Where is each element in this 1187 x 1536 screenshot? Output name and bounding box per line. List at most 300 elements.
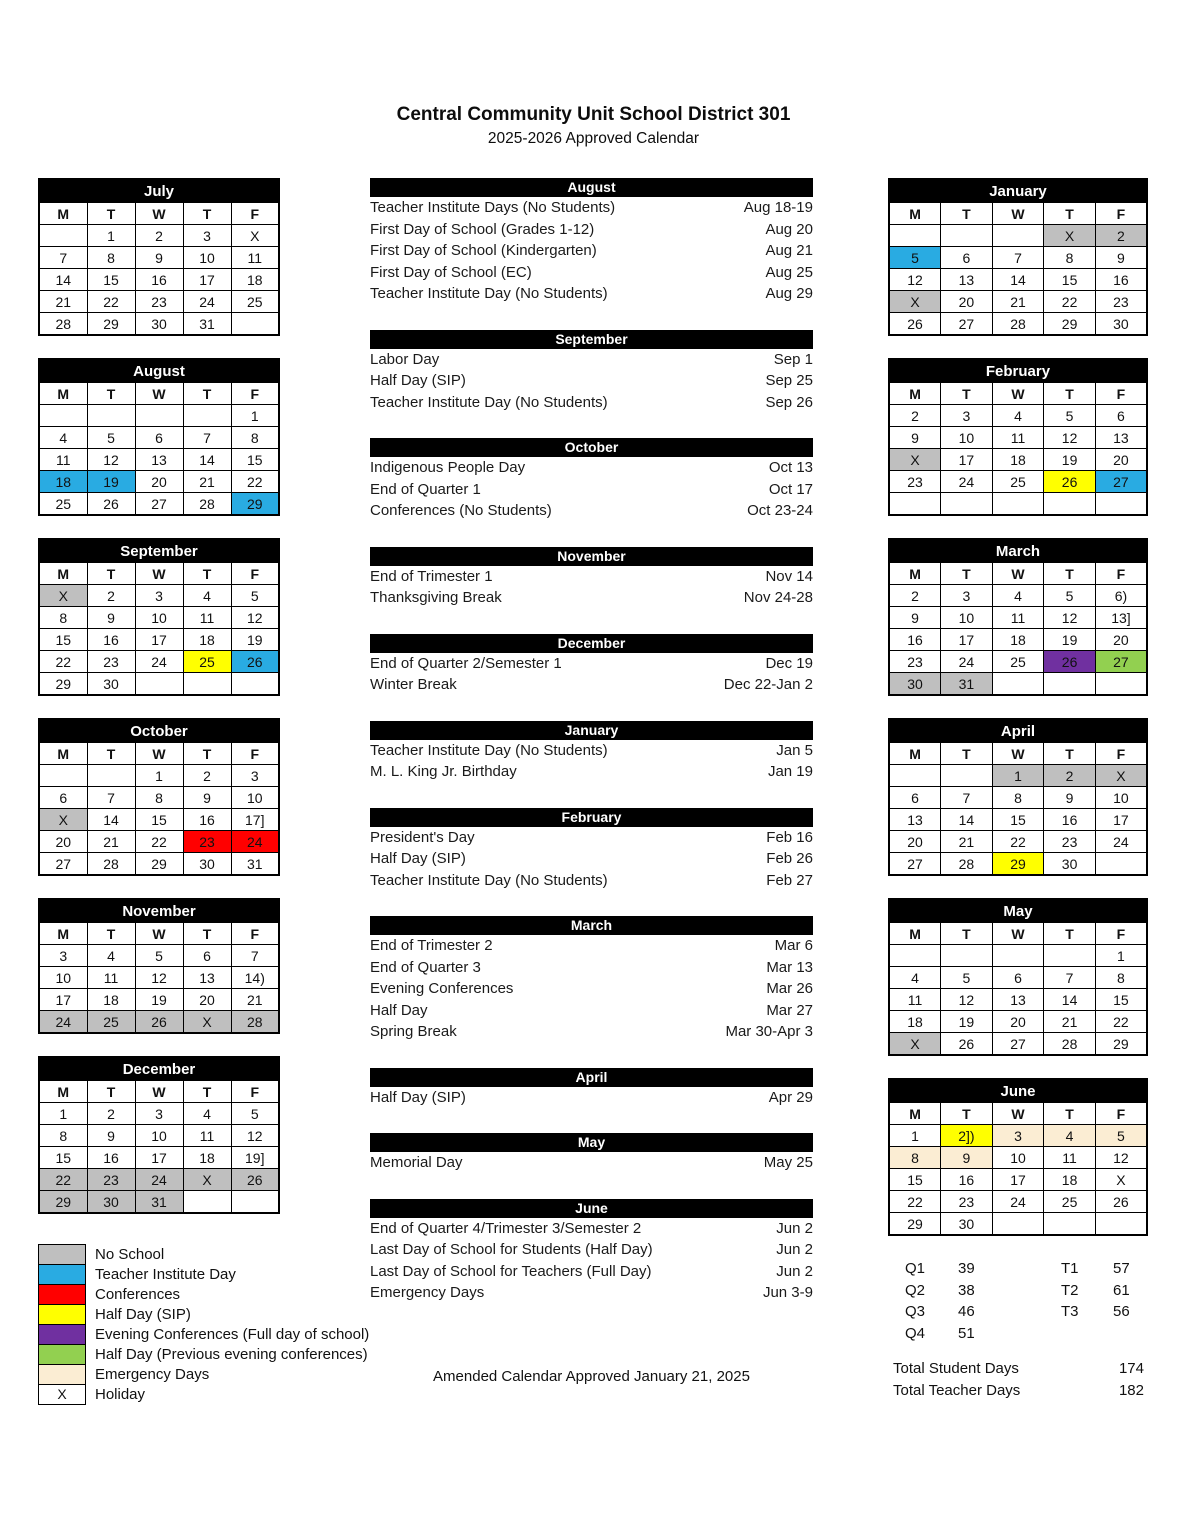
event-date: Jun 2 <box>776 1241 813 1258</box>
right-calendar-column <box>888 178 1148 1401</box>
day-of-week-header: W <box>135 203 183 225</box>
calendar-week-row <box>39 787 279 809</box>
day-cell: 11 <box>992 607 1044 629</box>
calendar-week-row <box>889 1213 1147 1236</box>
calendar-week-row <box>39 471 279 493</box>
day-cell: 12 <box>1044 427 1096 449</box>
day-of-week-header: W <box>135 743 183 765</box>
event-row <box>370 240 813 262</box>
trimester-label <box>1061 1323 1113 1345</box>
day-cell: 28 <box>941 853 993 876</box>
day-cell: 1 <box>992 765 1044 787</box>
calendar-week-row <box>889 1191 1147 1213</box>
event-row <box>370 653 813 675</box>
calendar-week-row <box>39 1125 279 1147</box>
holiday-day-cell: X <box>1095 765 1147 787</box>
day-cell: 29 <box>1095 1033 1147 1056</box>
calendar-week-row <box>889 989 1147 1011</box>
calendar-week-row <box>889 585 1147 607</box>
day-cell: 11 <box>1044 1147 1096 1169</box>
event-row <box>370 1087 813 1109</box>
mini-calendar-july <box>38 178 280 336</box>
event-label: Conferences (No Students) <box>370 502 552 519</box>
day-cell: 17] <box>231 809 279 831</box>
event-row <box>370 479 813 501</box>
event-month-header: November <box>370 547 813 566</box>
event-date: Jun 3-9 <box>762 1284 813 1301</box>
day-cell <box>135 405 183 427</box>
event-row <box>370 349 813 371</box>
event-label: End of Trimester 1 <box>370 567 493 585</box>
event-row <box>370 1282 813 1304</box>
day-cell: 15 <box>1044 269 1096 291</box>
calendar-week-row <box>889 225 1147 247</box>
event-date: Dec 22-Jan 2 <box>723 676 813 693</box>
left-calendar-column <box>38 178 370 1405</box>
event-label: First Day of School (Grades 1-12) <box>370 220 595 238</box>
event-label: Half Day <box>370 1001 428 1019</box>
day-cell <box>1044 493 1096 516</box>
day-cell: 5 <box>231 1103 279 1125</box>
day-cell: 5 <box>1044 585 1096 607</box>
day-cell: 26 <box>1044 651 1096 673</box>
day-cell: 8 <box>992 787 1044 809</box>
day-cell: 13 <box>941 269 993 291</box>
day-cell: 18 <box>231 269 279 291</box>
day-cell <box>1095 673 1147 696</box>
day-cell: 25 <box>1044 1191 1096 1213</box>
day-cell: 4 <box>992 405 1044 427</box>
event-section-october <box>370 438 813 522</box>
day-cell <box>87 405 135 427</box>
day-cell: 16 <box>183 809 231 831</box>
day-cell <box>135 673 183 696</box>
event-month-header: May <box>370 1133 813 1152</box>
day-cell: 24 <box>992 1191 1044 1213</box>
day-of-week-header: F <box>231 1081 279 1103</box>
day-cell <box>183 673 231 696</box>
day-cell: 23 <box>941 1191 993 1213</box>
day-cell: 11 <box>992 427 1044 449</box>
day-cell: 18 <box>39 471 87 493</box>
day-cell: 22 <box>87 291 135 313</box>
event-date: Apr 29 <box>768 1088 813 1106</box>
day-cell: 5 <box>941 967 993 989</box>
day-cell: 1 <box>889 1125 941 1147</box>
day-cell: 9 <box>183 787 231 809</box>
day-cell: 25 <box>992 471 1044 493</box>
day-cell <box>992 493 1044 516</box>
calendar-week-row <box>889 269 1147 291</box>
event-label: End of Trimester 2 <box>370 937 493 954</box>
day-cell: 23 <box>87 651 135 673</box>
total-value: 182 <box>1118 1381 1144 1399</box>
day-of-week-header: T <box>1044 383 1096 405</box>
event-date: Jan 19 <box>767 763 813 780</box>
day-cell: 22 <box>39 1169 87 1191</box>
day-cell: 28 <box>183 493 231 516</box>
day-cell: 23 <box>1044 831 1096 853</box>
day-cell: 9 <box>1044 787 1096 809</box>
day-cell: 7 <box>183 427 231 449</box>
event-month-header: October <box>370 438 813 457</box>
event-label: Half Day (SIP) <box>370 1088 466 1106</box>
calendar-week-row <box>39 427 279 449</box>
event-date: Feb 16 <box>766 828 813 846</box>
day-of-week-header: M <box>889 1103 941 1125</box>
trimester-days <box>1113 1323 1148 1345</box>
day-cell: 2 <box>87 585 135 607</box>
month-title: September <box>39 539 279 563</box>
event-label: Teacher Institute Day (No Students) <box>370 871 608 889</box>
day-cell <box>941 493 993 516</box>
day-cell: 12 <box>231 607 279 629</box>
day-of-week-header: M <box>889 923 941 945</box>
day-cell <box>889 945 941 967</box>
day-cell: 6 <box>1095 405 1147 427</box>
day-cell: 30 <box>87 673 135 696</box>
calendar-week-row <box>889 809 1147 831</box>
event-label: End of Quarter 2/Semester 1 <box>370 654 562 672</box>
day-cell: 30 <box>1095 313 1147 336</box>
day-of-week-header: T <box>941 383 993 405</box>
event-label: End of Quarter 4/Trimester 3/Semester 2 <box>370 1219 642 1237</box>
day-cell: 5 <box>135 945 183 967</box>
day-cell: 1 <box>135 765 183 787</box>
day-cell: 30 <box>889 673 941 696</box>
day-cell: 10 <box>1095 787 1147 809</box>
day-of-week-header: T <box>941 1103 993 1125</box>
day-cell: 23 <box>889 471 941 493</box>
day-of-week-header: M <box>39 563 87 585</box>
day-cell: 2 <box>183 765 231 787</box>
day-cell: 2 <box>87 1103 135 1125</box>
day-cell: 11 <box>183 607 231 629</box>
event-row <box>370 392 813 414</box>
day-cell: 15 <box>135 809 183 831</box>
day-cell: 22 <box>889 1191 941 1213</box>
calendar-week-row <box>889 967 1147 989</box>
legend-label: Emergency Days <box>95 1366 210 1383</box>
day-cell: 16 <box>889 629 941 651</box>
day-cell: 11 <box>39 449 87 471</box>
day-cell: 30 <box>87 1191 135 1214</box>
day-of-week-header: T <box>87 923 135 945</box>
day-cell: 19 <box>941 1011 993 1033</box>
day-cell: 19 <box>135 989 183 1011</box>
day-cell: 22 <box>231 471 279 493</box>
day-cell: 18 <box>889 1011 941 1033</box>
trimester-days: 57 <box>1113 1260 1130 1277</box>
quarter-label: Q3 <box>905 1303 926 1320</box>
day-of-week-header: T <box>183 923 231 945</box>
day-cell: 25 <box>39 493 87 516</box>
holiday-day-cell: X <box>889 1033 941 1056</box>
day-cell: 15 <box>231 449 279 471</box>
event-label: Spring Break <box>370 1023 457 1040</box>
day-cell: 8 <box>889 1147 941 1169</box>
day-cell: 4 <box>992 585 1044 607</box>
month-title: February <box>889 359 1147 383</box>
calendar-week-row <box>39 831 279 853</box>
day-of-week-header: T <box>183 203 231 225</box>
day-cell: 18 <box>992 449 1044 471</box>
day-cell: 24 <box>39 1011 87 1034</box>
day-cell: 2 <box>1095 225 1147 247</box>
calendar-week-row <box>889 1011 1147 1033</box>
calendar-week-row <box>39 247 279 269</box>
day-cell: 27 <box>39 853 87 876</box>
event-label: End of Quarter 3 <box>370 958 481 976</box>
day-cell: 24 <box>183 291 231 313</box>
day-cell: 21 <box>1044 1011 1096 1033</box>
day-cell: 20 <box>1095 629 1147 651</box>
day-cell: 1 <box>87 225 135 247</box>
day-cell: 21 <box>231 989 279 1011</box>
event-list-column <box>370 178 813 1385</box>
day-cell: 27 <box>992 1033 1044 1056</box>
summary-row <box>888 1280 1148 1302</box>
event-row <box>370 848 813 870</box>
day-cell: 10 <box>39 967 87 989</box>
holiday-day-cell: X <box>231 225 279 247</box>
quarter-trimester-summary <box>888 1258 1148 1344</box>
event-row <box>370 587 813 609</box>
event-month-header: February <box>370 808 813 827</box>
event-section-june <box>370 1199 813 1304</box>
day-cell: 20 <box>889 831 941 853</box>
day-of-week-header: T <box>183 1081 231 1103</box>
day-of-week-header: W <box>992 563 1044 585</box>
event-row <box>370 500 813 522</box>
trimester-label: T3 <box>1061 1303 1079 1320</box>
day-cell: 5 <box>87 427 135 449</box>
mini-calendar-september <box>38 538 280 696</box>
event-label: M. L. King Jr. Birthday <box>370 763 517 780</box>
day-cell: 26 <box>231 1169 279 1191</box>
day-cell <box>1044 1213 1096 1236</box>
day-cell: 6 <box>183 945 231 967</box>
legend-row <box>38 1264 280 1285</box>
day-cell: 22 <box>39 651 87 673</box>
day-cell: 8 <box>1095 967 1147 989</box>
day-cell: 29 <box>231 493 279 516</box>
mini-calendar-december <box>38 1056 280 1214</box>
calendar-week-row <box>39 1103 279 1125</box>
event-date: Sep 26 <box>765 393 813 411</box>
calendar-week-row <box>39 945 279 967</box>
day-of-week-header: M <box>889 743 941 765</box>
day-cell: 10 <box>183 247 231 269</box>
legend-swatch-cream <box>38 1364 86 1385</box>
calendar-week-row <box>39 493 279 516</box>
legend-label: Teacher Institute Day <box>95 1266 236 1283</box>
legend-swatch-red <box>38 1284 86 1305</box>
event-row <box>370 978 813 1000</box>
legend-swatch-gray <box>38 1244 86 1265</box>
day-cell: 27 <box>1095 471 1147 493</box>
month-title: May <box>889 899 1147 923</box>
day-of-week-header: F <box>1095 1103 1147 1125</box>
event-section-september <box>370 330 813 414</box>
day-cell: 25 <box>231 291 279 313</box>
day-of-week-header: W <box>135 923 183 945</box>
day-of-week-header: M <box>889 563 941 585</box>
day-cell: 14 <box>992 269 1044 291</box>
event-label: Last Day of School for Students (Half Day) <box>370 1241 653 1258</box>
calendar-week-row <box>39 765 279 787</box>
event-row <box>370 370 813 392</box>
event-date: Mar 6 <box>774 937 813 954</box>
event-row <box>370 870 813 892</box>
page-subtitle: 2025-2026 Approved Calendar <box>487 130 700 147</box>
day-of-week-header: M <box>39 203 87 225</box>
day-cell: 14 <box>87 809 135 831</box>
event-label: President's Day <box>370 828 475 846</box>
day-cell <box>992 1213 1044 1236</box>
day-cell: 15 <box>39 1147 87 1169</box>
day-cell: 2 <box>889 405 941 427</box>
amendment-note: Amended Calendar Approved January 21, 2025 <box>433 1367 750 1385</box>
legend-row <box>38 1284 280 1305</box>
day-cell: 29 <box>992 853 1044 876</box>
day-cell: 18 <box>183 1147 231 1169</box>
mini-calendar-august <box>38 358 280 516</box>
month-title: January <box>889 179 1147 203</box>
month-title: October <box>39 719 279 743</box>
day-of-week-header: F <box>231 923 279 945</box>
calendar-week-row <box>39 629 279 651</box>
day-cell: 23 <box>1095 291 1147 313</box>
calendar-week-row <box>889 1033 1147 1056</box>
day-cell: 10 <box>231 787 279 809</box>
event-date: Nov 14 <box>765 567 813 585</box>
month-title: June <box>889 1079 1147 1103</box>
day-cell: 6 <box>992 967 1044 989</box>
mini-calendar-january <box>888 178 1148 336</box>
day-cell: 15 <box>39 629 87 651</box>
day-of-week-header: M <box>39 743 87 765</box>
day-cell: 8 <box>39 1125 87 1147</box>
day-of-week-header: W <box>992 203 1044 225</box>
calendar-week-row <box>889 629 1147 651</box>
holiday-day-cell: X <box>39 585 87 607</box>
day-cell: 20 <box>1095 449 1147 471</box>
calendar-week-row <box>889 247 1147 269</box>
event-row <box>370 219 813 241</box>
day-cell: 3 <box>135 1103 183 1125</box>
day-cell: 22 <box>1044 291 1096 313</box>
day-cell: 23 <box>889 651 941 673</box>
calendar-week-row <box>39 585 279 607</box>
legend-label: No School <box>95 1246 165 1263</box>
calendar-week-row <box>889 427 1147 449</box>
calendar-week-row <box>889 291 1147 313</box>
event-label: Evening Conferences <box>370 980 514 997</box>
day-cell <box>1044 945 1096 967</box>
event-month-header: March <box>370 916 813 935</box>
day-cell: 22 <box>992 831 1044 853</box>
calendar-week-row <box>889 831 1147 853</box>
day-cell <box>889 225 941 247</box>
day-cell: 12 <box>135 967 183 989</box>
day-cell: 9 <box>889 427 941 449</box>
legend-row <box>38 1324 370 1345</box>
day-cell: 7 <box>87 787 135 809</box>
day-cell <box>1095 1213 1147 1236</box>
day-cell: 11 <box>231 247 279 269</box>
day-cell: 19 <box>87 471 135 493</box>
total-value: 174 <box>1118 1360 1144 1377</box>
day-cell: 21 <box>87 831 135 853</box>
day-cell: 3 <box>183 225 231 247</box>
event-label: Teacher Institute Day (No Students) <box>370 741 608 759</box>
day-cell: 15 <box>992 809 1044 831</box>
day-cell: 9 <box>87 607 135 629</box>
day-cell: 4 <box>183 585 231 607</box>
day-cell: 11 <box>183 1125 231 1147</box>
legend-swatch-holiday: X <box>38 1384 86 1405</box>
holiday-day-cell: X <box>1095 1169 1147 1191</box>
day-cell: 10 <box>941 607 993 629</box>
calendar-week-row <box>889 313 1147 336</box>
holiday-day-cell: X <box>889 291 941 313</box>
mini-calendar-october <box>38 718 280 876</box>
day-cell <box>992 225 1044 247</box>
legend-swatch-blue <box>38 1264 86 1285</box>
day-cell: 28 <box>231 1011 279 1034</box>
event-row <box>370 283 813 305</box>
day-cell: 6 <box>39 787 87 809</box>
day-cell: 12 <box>941 989 993 1011</box>
day-cell: 26 <box>135 1011 183 1034</box>
day-of-week-header: T <box>1044 563 1096 585</box>
day-cell: 23 <box>183 831 231 853</box>
event-date: Mar 27 <box>766 1001 813 1019</box>
day-cell: 5 <box>231 585 279 607</box>
day-cell: 29 <box>87 313 135 336</box>
event-label: Half Day (SIP) <box>370 372 466 389</box>
event-row <box>370 957 813 979</box>
event-section-january <box>370 721 813 783</box>
calendar-week-row <box>39 1011 279 1034</box>
event-label: Thanksgiving Break <box>370 589 502 606</box>
day-of-week-header: W <box>135 563 183 585</box>
day-of-week-header: F <box>231 203 279 225</box>
event-label: First Day of School (EC) <box>370 263 532 281</box>
event-section-may <box>370 1133 813 1174</box>
day-cell: 30 <box>1044 853 1096 876</box>
event-row <box>370 935 813 957</box>
day-cell: 22 <box>1095 1011 1147 1033</box>
day-cell: 30 <box>941 1213 993 1236</box>
event-row <box>370 197 813 219</box>
calendar-week-row <box>39 449 279 471</box>
quarter-days: 46 <box>958 1303 975 1320</box>
day-cell: 9 <box>889 607 941 629</box>
day-cell: 26 <box>889 313 941 336</box>
event-month-header: April <box>370 1068 813 1087</box>
day-of-week-header: T <box>941 923 993 945</box>
trimester-label: T1 <box>1061 1260 1079 1277</box>
page-title: Central Community Unit School District 301 <box>396 104 791 125</box>
day-cell: 19 <box>1044 449 1096 471</box>
event-date: Aug 18-19 <box>743 199 813 216</box>
legend-row <box>38 1384 280 1405</box>
day-cell: 11 <box>889 989 941 1011</box>
event-label: Teacher Institute Day (No Students) <box>370 285 608 302</box>
legend-row <box>38 1304 280 1325</box>
